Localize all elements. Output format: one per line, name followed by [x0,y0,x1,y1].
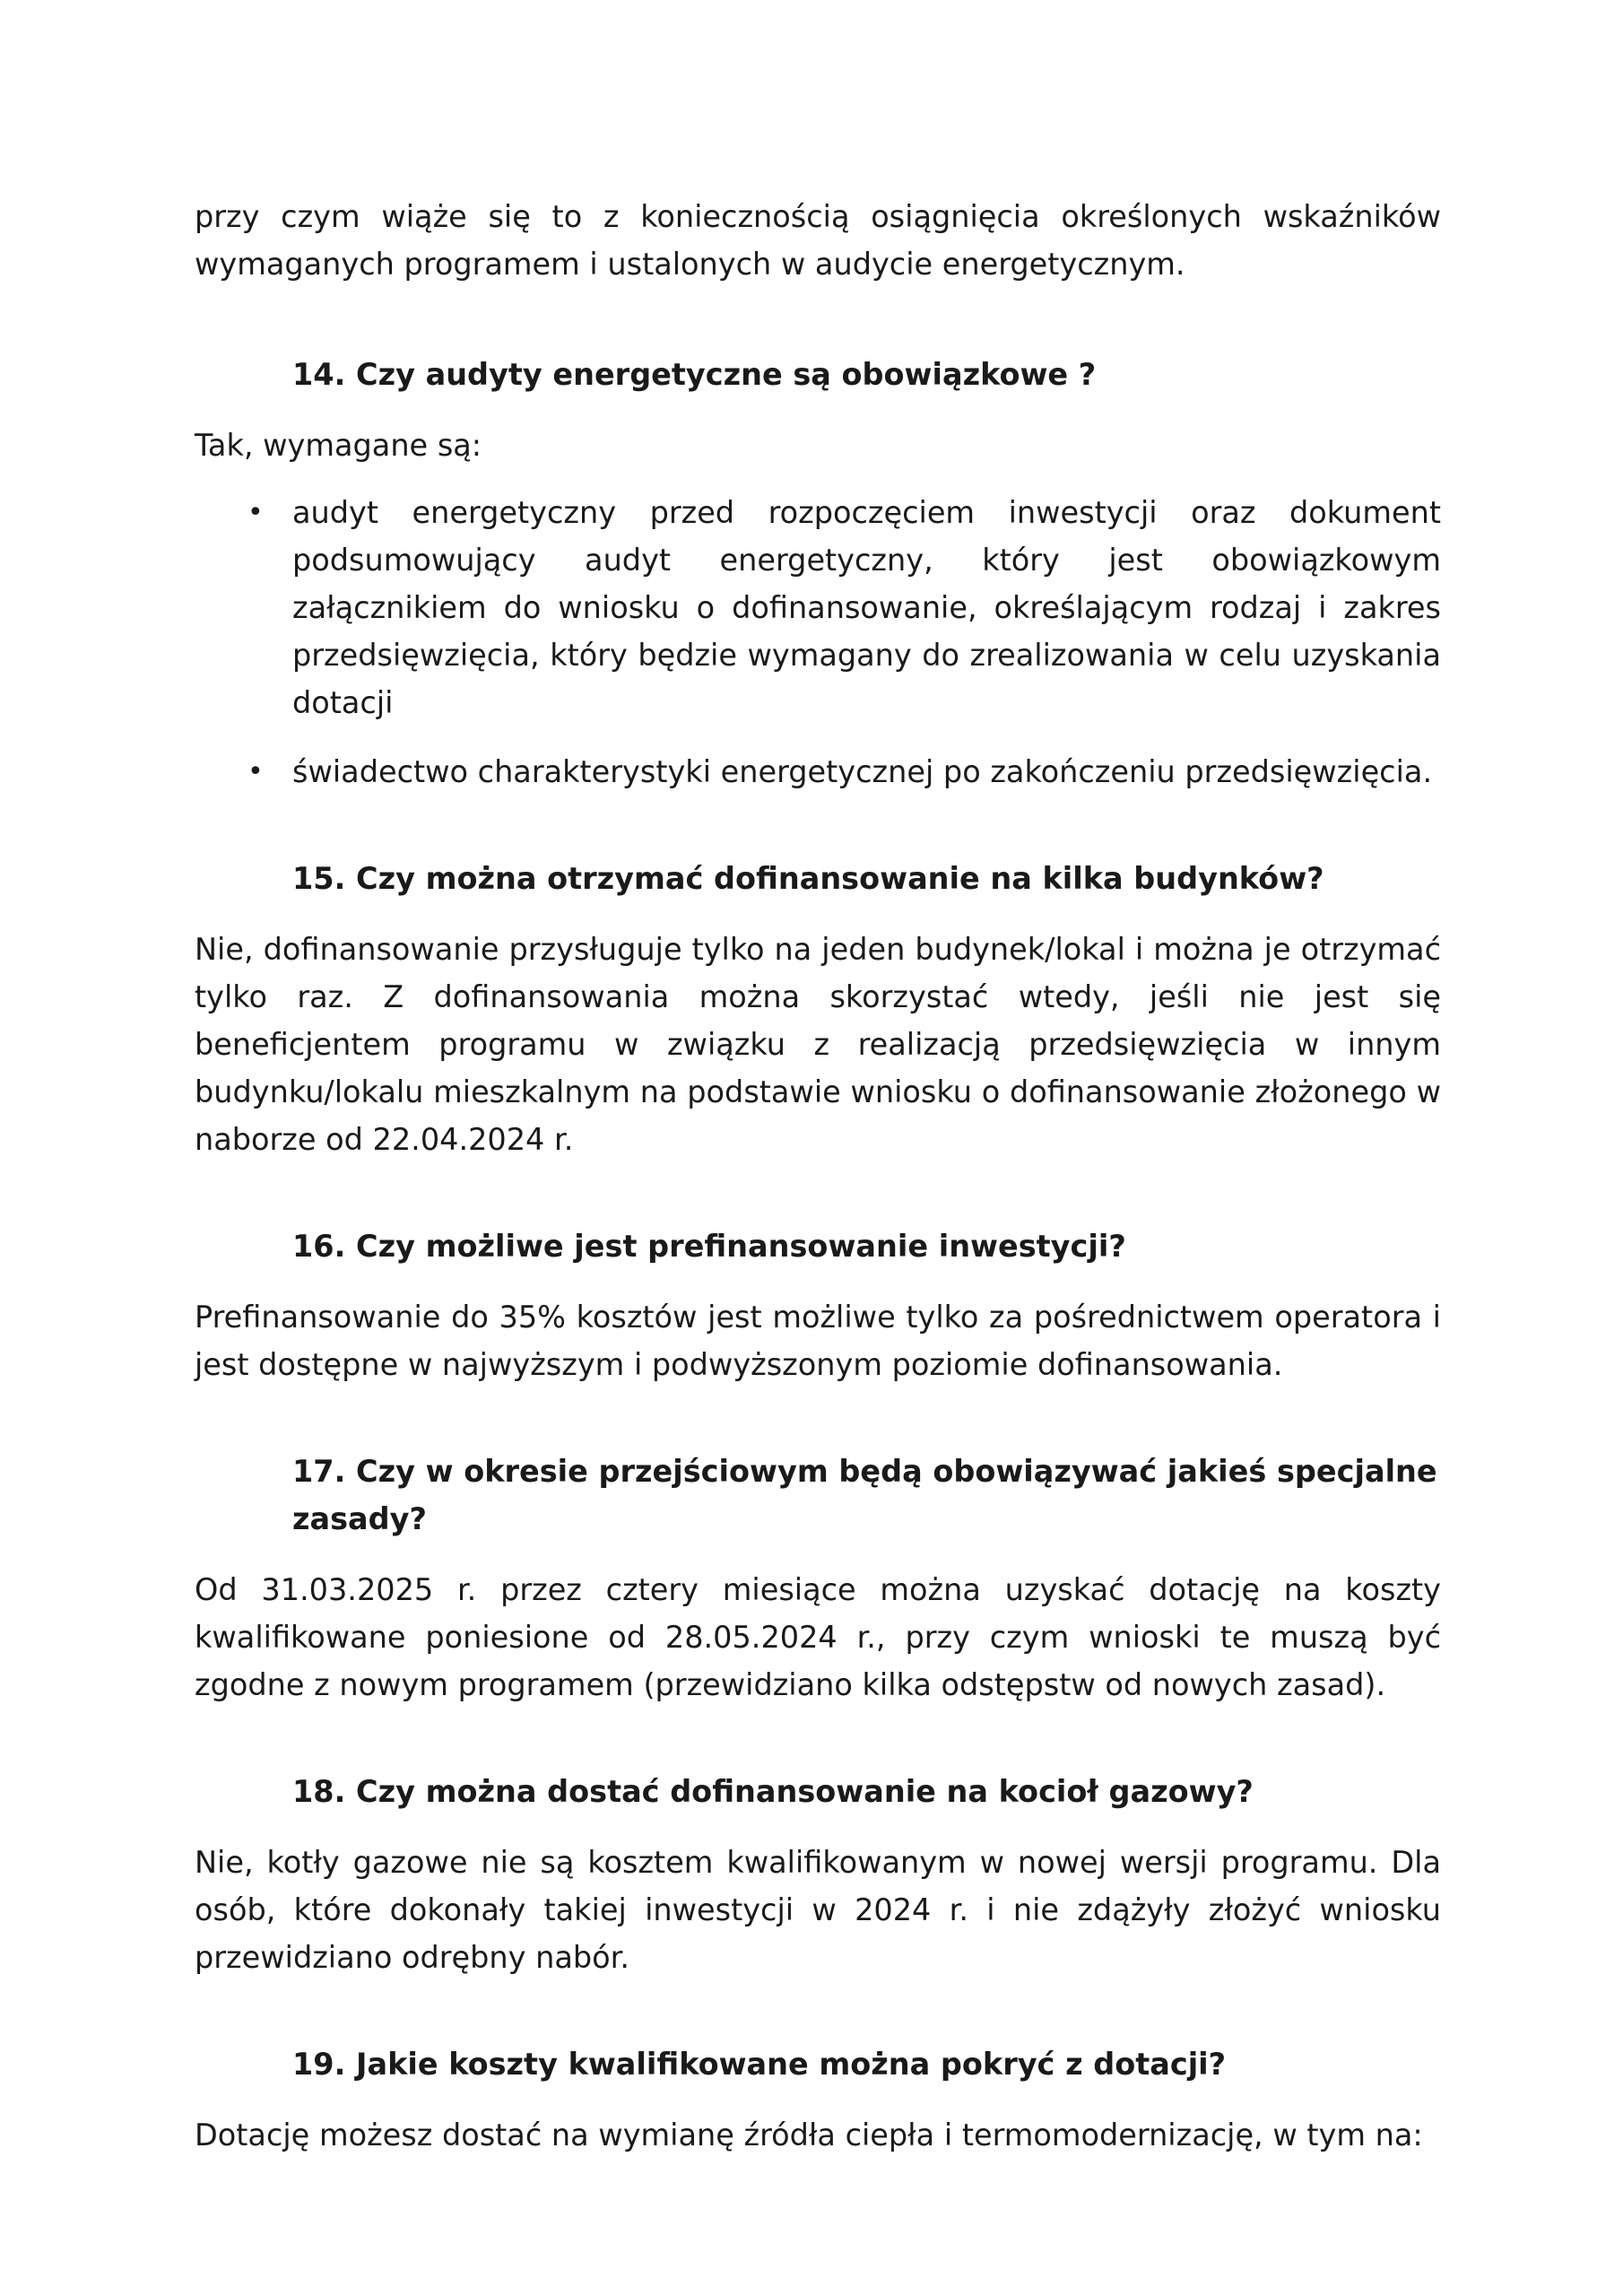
q14-heading: 14. Czy audyty energetyczne są obowiązkowe ? [292,357,1097,392]
section-q19 [195,2040,1441,2159]
q19-heading: 19. Jakie koszty kwalifikowane można pokryć z dotacji? [292,2047,1227,2082]
q16-body: Prefinansowanie do 35% kosztów jest możliwe tylko za pośrednictwem operatora i jest dostępne w najwyższym i podwyższonym poziomie dofinansowania. [195,1300,1441,1382]
list-item-text: audyt energetyczny przed rozpoczęciem inwestycji oraz dokument podsumowujący audyt energetyczny, który jest obowiązkowym załącznikiem do wniosku o dofinansowanie, określającym rodzaj i zakres przedsięwzięcia, który będzie wymagany do zrealizowania w celu uzyskania dotacji [292,495,1441,720]
intro-paragraph: przy czym wiąże się to z koniecznością osiągnięcia określonych wskaźników wymaganych programem i ustalonych w audycie energetycznym. [195,199,1441,282]
q15-body: Nie, dofinansowanie przysługuje tylko na jeden budynek/lokal i można je otrzymać tylko raz. Z dofinansowania można skorzystać wtedy, jeśli nie jest się beneficjentem programu w związku z realizacją przedsięwzięcia w innym budynku/lokalu mieszkalnym na podstawie wniosku o dofinansowanie złożonego w naborze od 22.04.2024 r. [195,932,1441,1157]
section-q14 [195,351,1441,796]
document-page [195,193,1441,2218]
q19-body: Dotację możesz dostać na wymianę źródła ciepła i termomodernizację, w tym na: [195,2118,1423,2152]
q14-bullet-list [195,489,1441,796]
section-q17 [195,1448,1441,1709]
q14-lead: Tak, wymagane są: [195,428,482,463]
q18-heading: 18. Czy można dostać dofinansowanie na kocioł gazowy? [292,1774,1254,1809]
section-q18 [195,1768,1441,1981]
q17-heading: 17. Czy w okresie przejściowym będą obowiązywać jakieś specjalne zasady? [292,1454,1437,1536]
bullet-icon: • [247,756,264,787]
list-item [195,748,1441,796]
section-q16 [195,1222,1441,1388]
bullet-icon: • [247,497,264,528]
q18-body: Nie, kotły gazowe nie są kosztem kwalifikowanym w nowej wersji programu. Dla osób, które dokonały takiej inwestycji w 2024 r. i nie zdążyły złożyć wniosku przewidziano odrębny nabór. [195,1845,1441,1975]
q15-heading: 15. Czy można otrzymać dofinansowanie na kilka budynków? [292,861,1324,896]
q16-heading: 16. Czy możliwe jest prefinansowanie inwestycji? [292,1229,1126,1264]
section-q15 [195,855,1441,1163]
list-item-text: świadectwo charakterystyki energetycznej po zakończeniu przedsięwzięcia. [292,754,1433,789]
q17-body: Od 31.03.2025 r. przez cztery miesiące można uzyskać dotację na koszty kwalifikowane poniesione od 28.05.2024 r., przy czym wnioski te muszą być zgodne z nowym programem (przewidziano kilka odstępstw od nowych zasad). [195,1572,1441,1702]
list-item [195,489,1441,726]
